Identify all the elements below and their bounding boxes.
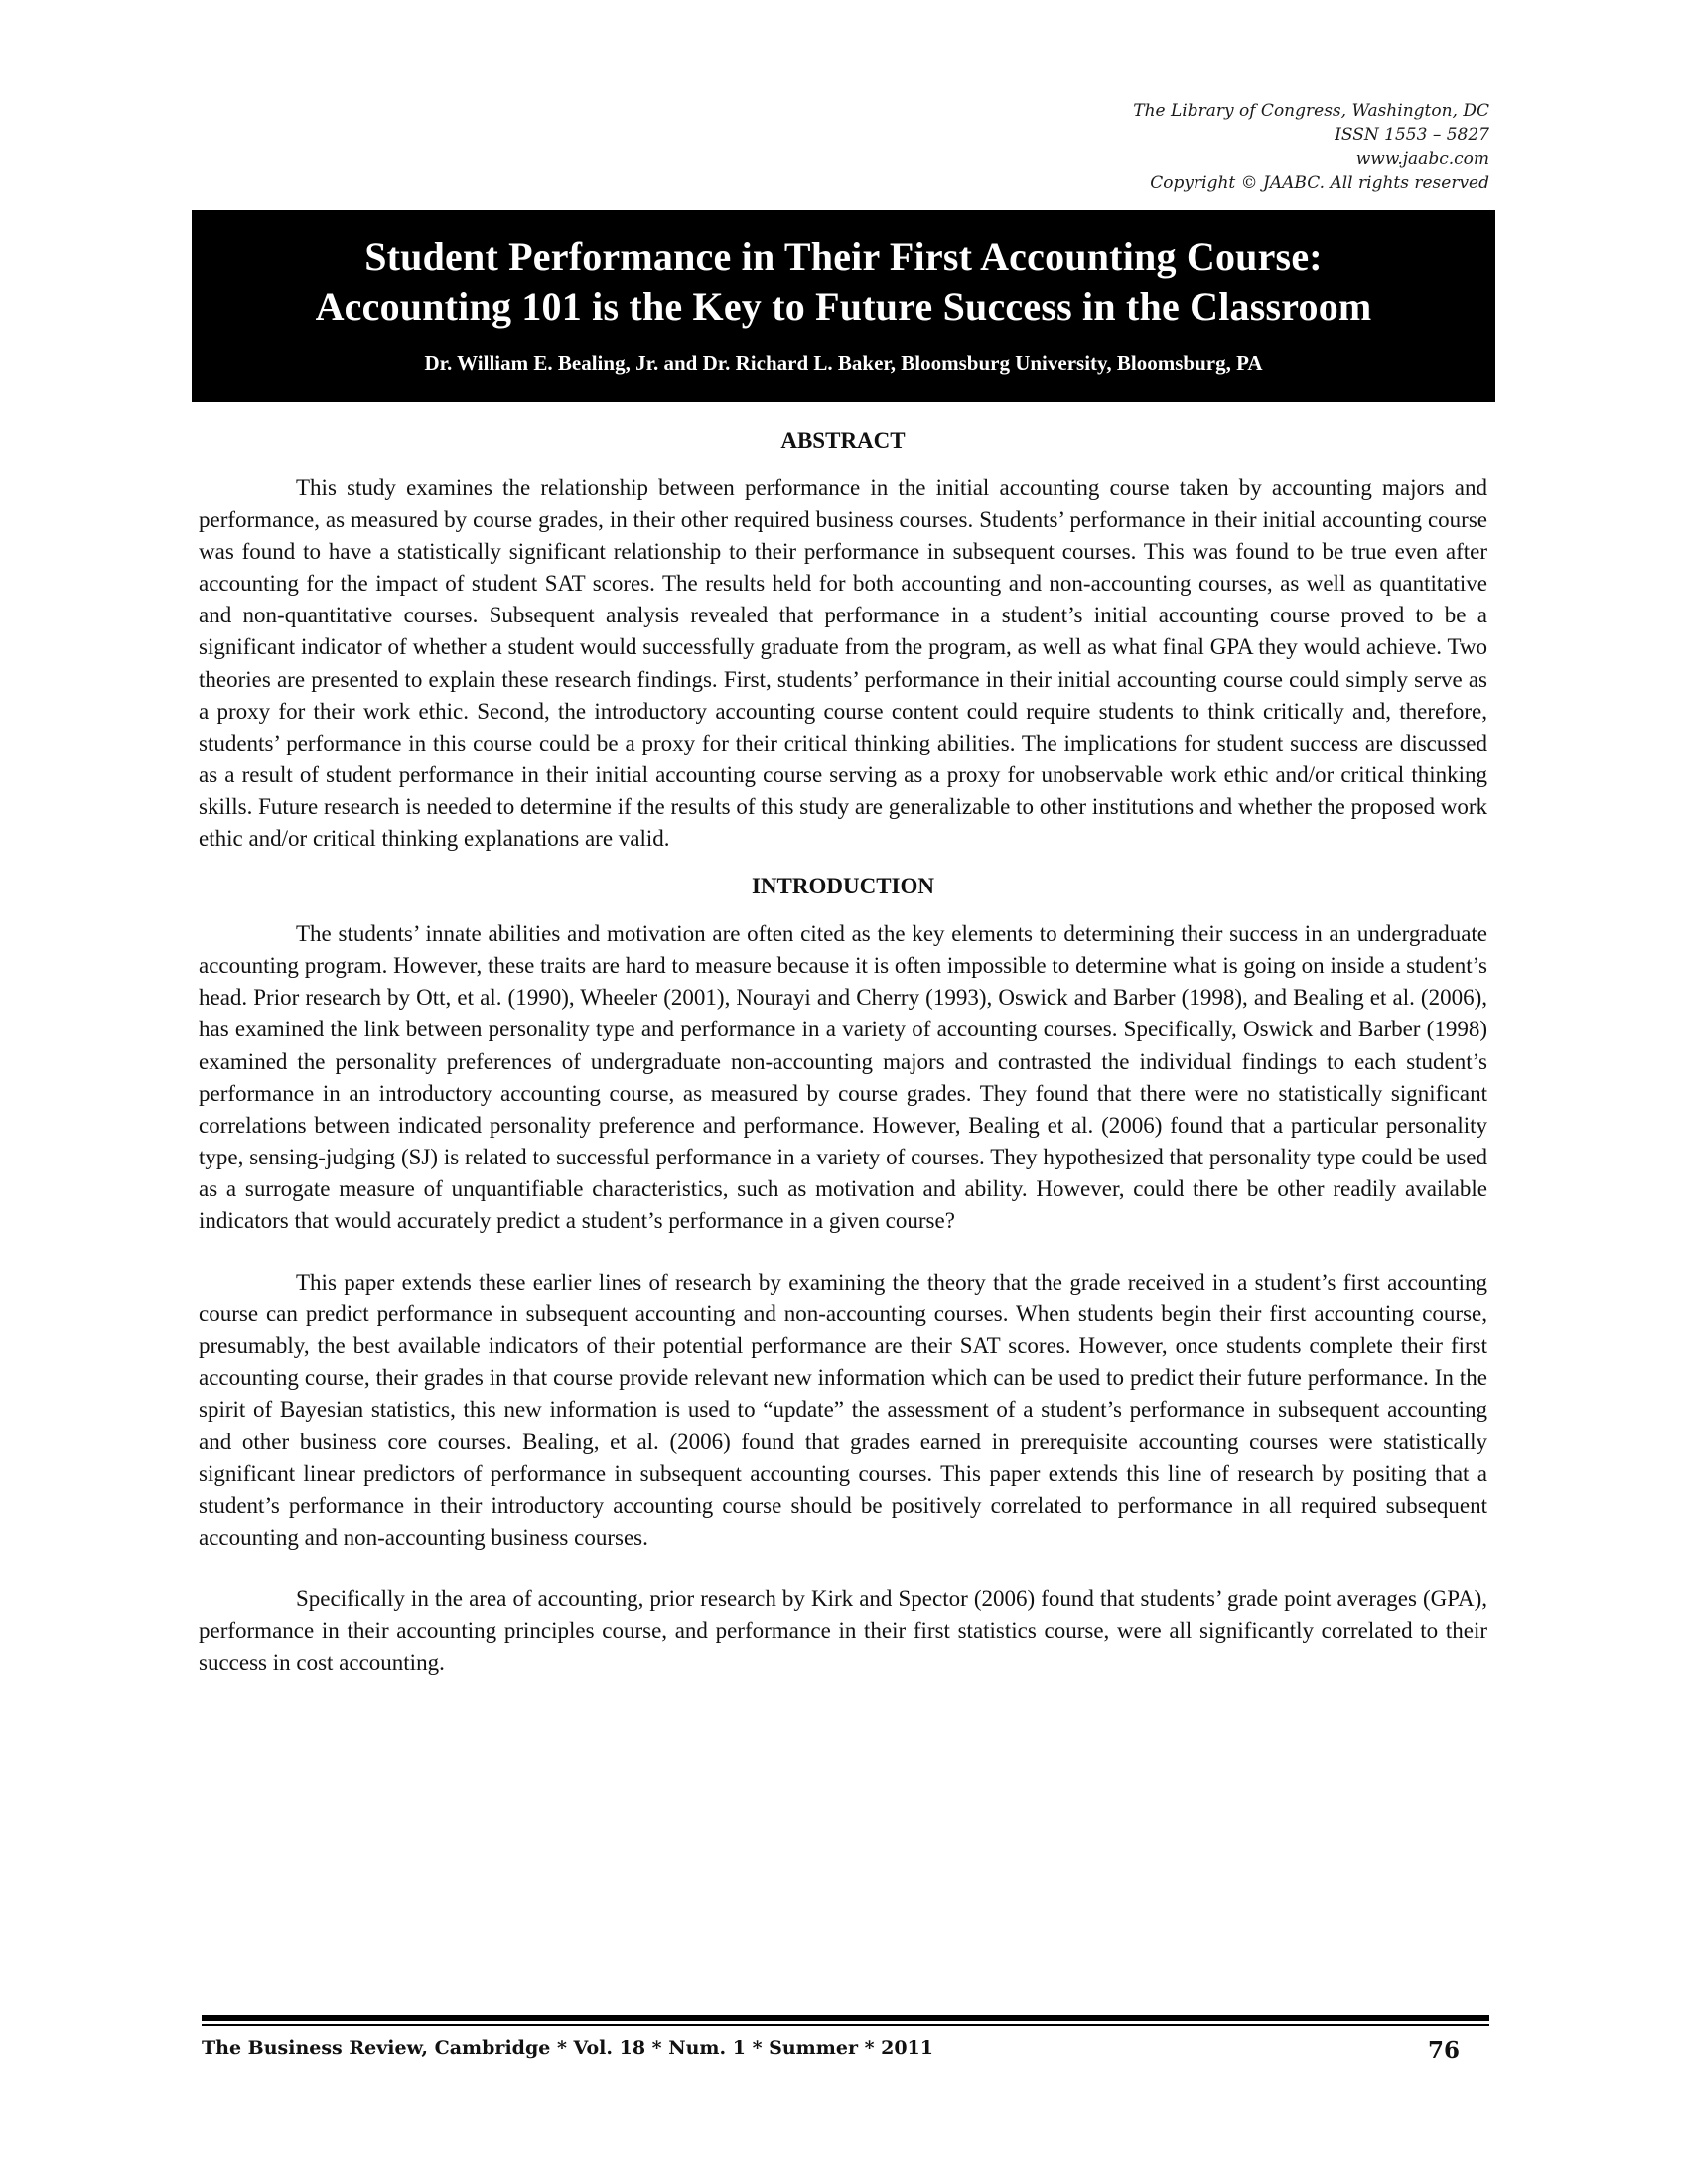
issn-line: ISSN 1553 – 5827 (1335, 125, 1489, 145)
footer-rule-thick (202, 2015, 1489, 2021)
publication-info (1133, 99, 1489, 195)
page-number: 76 (1427, 2037, 1460, 2064)
copyright-line: Copyright © JAABC. All rights reserved (1150, 173, 1489, 193)
page-footer (202, 2037, 1489, 2077)
abstract-heading: ABSTRACT (780, 428, 906, 453)
journal-citation: The Business Review, Cambridge * Vol. 18 * Num. 1 * Summer * 2011 (202, 2037, 934, 2059)
paper-title-line-1: Student Performance in Their First Accounting Course: (364, 234, 1323, 279)
footer-rule-thin (202, 2024, 1489, 2026)
abstract-text: This study examines the relationship between performance in the initial accounting course taken by accounting majors and performance, as measured by course grades, in their other required business courses. Students’ performance in their initial accounting course was found to have a statistically significant relationship to their performance in subsequent courses. This was found to be true even after accounting for the impact of student SAT scores. The results held for both accounting and non-accounting courses, as well as quantitative and non-quantitative courses. Subsequent analysis revealed that performance in a student’s initial accounting course proved to be a significant indicator of whether a student would successfully graduate from the program, as well as what final GPA they would achieve. Two theories are presented to explain these research findings. First, students’ performance in their initial accounting course could simply serve as a proxy for their work ethic. Second, the introductory accounting course content could require students to think critically and, therefore, students’ performance in this course could be a proxy for their critical thinking abilities. The implications for student success are discussed as a result of student performance in their initial accounting course serving as a proxy for unobservable work ethic and/or critical thinking skills. Future research is needed to determine if the results of this study are generalizable to other institutions and whether the proposed work ethic and/or critical thinking explanations are valid. (199, 476, 1487, 852)
article-body (199, 425, 1487, 1679)
intro-paragraph-1: The students’ innate abilities and motivation are often cited as the key elements to determining their success in an undergraduate accounting program. However, these traits are hard to measure because it is often impossible to determine what is going on inside a student’s head. Prior research by Ott, et al. (1990), Wheeler (2001), Nourayi and Cherry (1993), Oswick and Barber (1998), and Bealing et al. (2006), has examined the link between personality type and performance in a variety of accounting courses. Specifically, Oswick and Barber (1998) examined the personality preferences of undergraduate non-accounting majors and contrasted the individual findings to each student’s performance in an introductory accounting course, as measured by course grades. They found that there were no statistically significant correlations between indicated personality preference and performance. However, Bealing et al. (2006) found that a particular personality type, sensing-judging (SJ) is related to successful performance in a variety of courses. They hypothesized that personality type could be used as a surrogate measure of unquantifiable characteristics, such as motivation and ability. However, could there be other readily available indicators that would accurately predict a student’s performance in a given course? (199, 921, 1487, 1233)
introduction-heading: INTRODUCTION (751, 874, 935, 899)
website-line: www.jaabc.com (1355, 149, 1489, 169)
intro-paragraph-3: Specifically in the area of accounting, prior research by Kirk and Spector (2006) found that students’ grade point averages (GPA), performance in their accounting principles course, and performance in their first statistics course, were all significantly correlated to their success in cost accounting. (199, 1585, 1487, 1676)
intro-paragraph-2: This paper extends these earlier lines of research by examining the theory that the grade received in a student’s first accounting course can predict performance in subsequent accounting and non-accounting courses. When students begin their first accounting course, presumably, the best available indicators of their potential performance are their SAT scores. However, once students complete their first accounting course, their grades in that course provide relevant new information which can be used to predict their future performance. In the spirit of Bayesian statistics, this new information is used to “update” the assessment of a student’s performance in subsequent accounting and other business core courses. Bealing, et al. (2006) found that grades earned in prerequisite accounting courses were statistically significant linear predictors of performance in subsequent accounting courses. This paper extends this line of research by positing that a student’s performance in their introductory accounting course should be positively correlated to performance in all required subsequent accounting and non-accounting business courses. (199, 1270, 1487, 1550)
author-line: Dr. William E. Bealing, Jr. and Dr. Richard L. Baker, Bloomsburg University, Bloomsburg, PA (424, 351, 1263, 375)
paper-title-line-2: Accounting 101 is the Key to Future Success in the Classroom (315, 284, 1372, 329)
publisher-line: The Library of Congress, Washington, DC (1133, 101, 1489, 121)
title-banner (192, 210, 1495, 402)
